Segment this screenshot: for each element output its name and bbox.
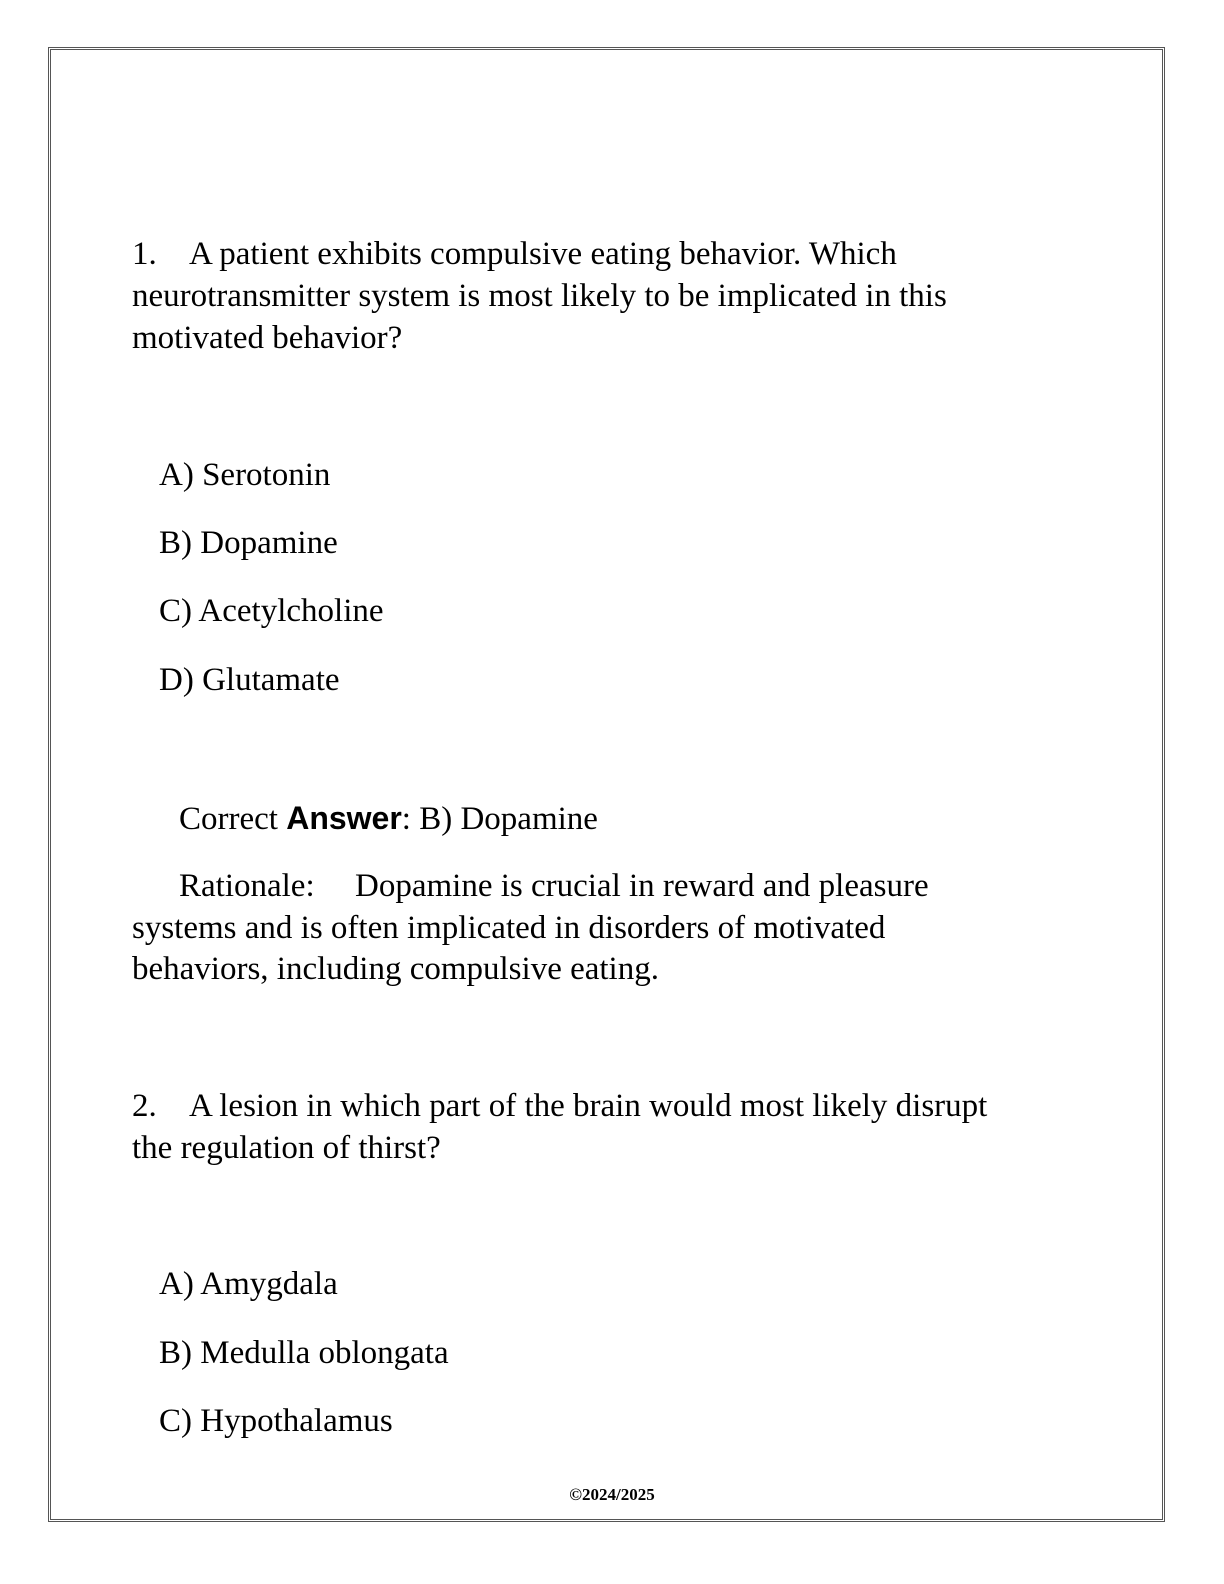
- question-2-option-a: A) Amygdala: [159, 1266, 338, 1302]
- question-1-rationale-line-1: Rationale: Dopamine is crucial in reward and pleasure: [179, 866, 929, 908]
- question-2-option-b: B) Medulla oblongata: [159, 1335, 449, 1371]
- question-1-option-b: B) Dopamine: [159, 525, 338, 561]
- answer-label: Answer: [286, 800, 402, 836]
- question-1-number: 1.: [132, 236, 157, 272]
- question-1-rationale-line-2: systems and is often implicated in disorders of motivated: [132, 910, 886, 946]
- question-2-number: 2.: [132, 1088, 157, 1124]
- question-2-stem-line-2: the regulation of thirst?: [132, 1130, 441, 1166]
- question-1-option-c: C) Acetylcholine: [159, 593, 384, 629]
- question-2-stem-line-1: 2. A lesion in which part of the brain would most likely disrupt: [132, 1086, 987, 1128]
- question-1-stem-line-3: motivated behavior?: [132, 320, 403, 356]
- question-1-stem-line-1: 1. A patient exhibits compulsive eating behavior. Which: [132, 234, 897, 276]
- question-1-stem-line-2: neurotransmitter system is most likely to be implicated in this: [132, 278, 947, 314]
- question-1-correct-answer: Correct Answer: B) Dopamine: [179, 800, 598, 837]
- question-1-option-a: A) Serotonin: [159, 457, 331, 493]
- rationale-label: Rationale:: [179, 868, 315, 904]
- question-1-option-d: D) Glutamate: [159, 662, 340, 698]
- question-2-option-c: C) Hypothalamus: [159, 1403, 393, 1439]
- copyright-footer: ©2024/2025: [569, 1485, 655, 1504]
- question-1-rationale-line-3: behaviors, including compulsive eating.: [132, 951, 659, 987]
